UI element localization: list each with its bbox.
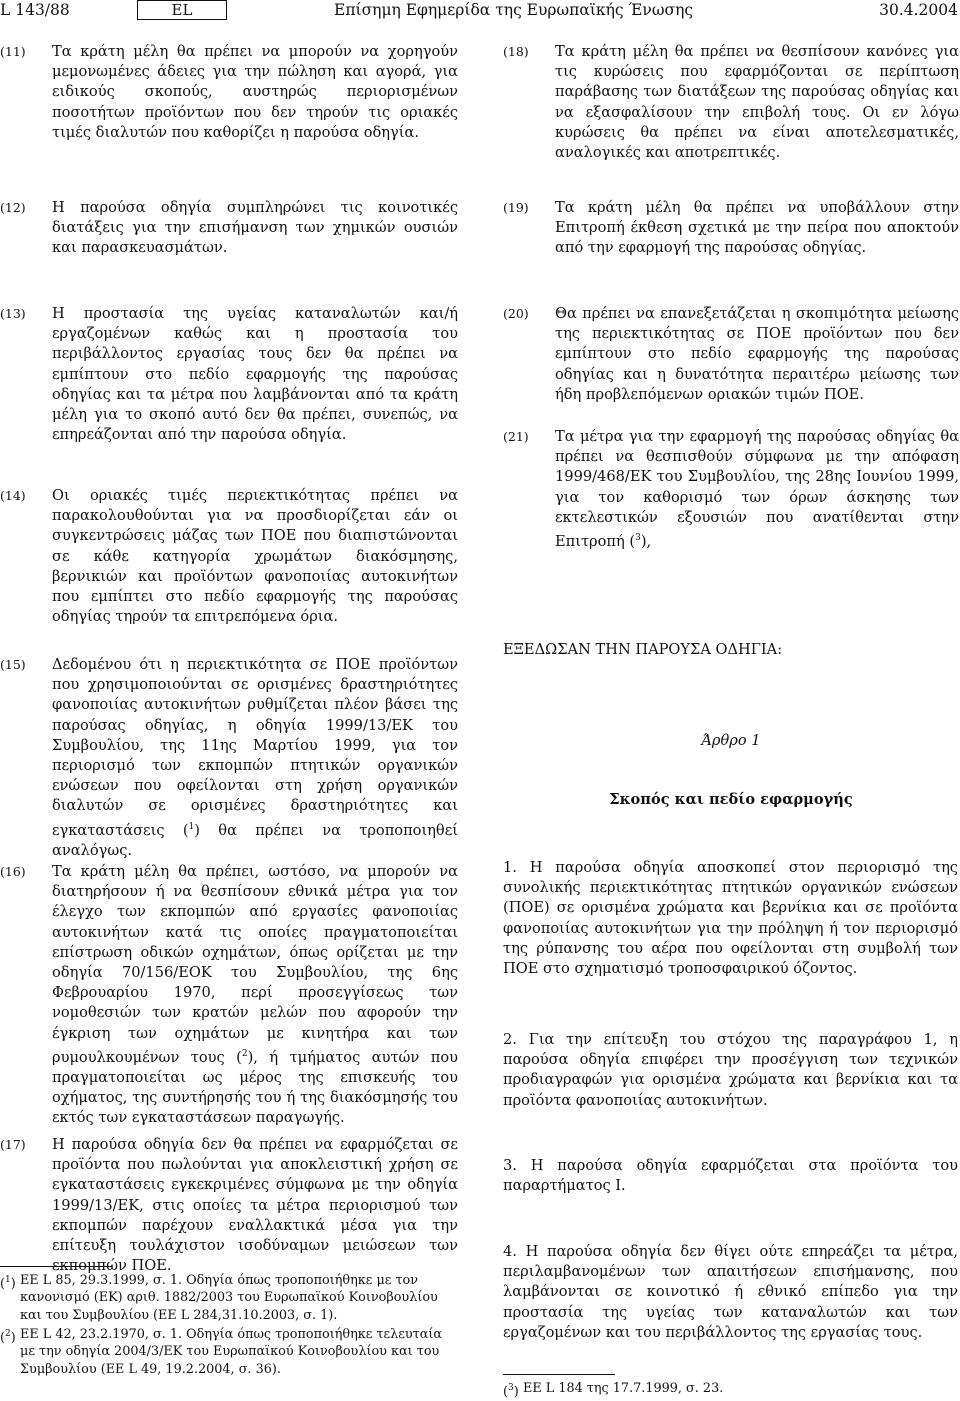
footnote-text: ΕΕ L 42, 23.2.1970, σ. 1. Οδηγία όπως τροποποιήθηκε τελευταία με την οδηγία 2004/3/ΕΚ του Ευρωπαϊκού Κοινοβουλίου και του Συμβουλίου (ΕΕ L 49, 19.2.2004, σ. 36). [20, 1327, 443, 1377]
recital-number: (20) [503, 306, 529, 321]
footnote-text: ΕΕ L 85, 29.3.1999, σ. 1. Οδηγία όπως τροποποιήθηκε με τον κανονισμό (ΕΚ) αριθ. 1882/2003 του Ευρωπαϊκού Κοινοβουλίου και του Συμβουλίου (ΕΕ L 284,31.10.2003, σ. 1). [20, 1273, 438, 1323]
issue-date: 30.4.2004 [879, 1, 958, 19]
recital-12 [0, 198, 458, 259]
recital-text: Η προστασία της υγείας καταναλωτών και/ή εργαζομένων καθώς και η προστασία του περιβάλλοντος εργασίας τους δεν θα πρέπει να εμπίπτουν στο πεδίο εφαρμογής της παρούσας οδηγίας και τα μέτρα που λαμβάνονται από τα κράτη μέλη για το σκοπό αυτό δεν θα πρέπει, συνεπώς, να επηρεάζονται από την παρούσα οδηγία. [52, 305, 458, 444]
page-header [0, 0, 960, 22]
footnote-ref: 1 [188, 821, 195, 832]
recital-number: (18) [503, 44, 529, 59]
footnote-rule [503, 1374, 615, 1375]
recital-text: Τα μέτρα για την εφαρμογή της παρούσας οδηγίας θα πρέπει να θεσπισθούν σύμφωνα με την απόφαση 1999/468/ΕΚ του Συμβουλίου, της 28ης Ιουνίου 1999, για τον καθορισμό των όρων άσκησης των εκτελεστικών εξουσιών που ανατίθενται στην Επιτροπή ($^3$), [555, 428, 959, 550]
recital-13 [0, 304, 458, 445]
recital-11 [0, 42, 458, 143]
article-paragraph-2: 2. Για την επίτευξη του στόχου της παραγράφου 1, η παρούσα οδηγία επιφέρει την προσέγγιση των τεχνικών προδιαγραφών για ορισμένα χρώματα και βερνίκια και τα προϊόντα φανοποιίας αυτοκινήτων. [503, 1031, 958, 1109]
article-label: Άρθρο 1 [701, 732, 761, 749]
article-paragraph-3: 3. Η παρούσα οδηγία εφαρμόζεται στα προϊόντα του παραρτήματος I. [503, 1157, 958, 1195]
article-paragraph-4: 4. Η παρούσα οδηγία δεν θίγει ούτε επηρεάζει τα μέτρα, περιλαμβανομένων των απαιτήσεων επισήμανσης, που λαμβάνονται σε κοινοτικό ή εθνικό επίπεδο για την προστασία της υγείας των καταναλωτών και των εργαζομένων και του περιβάλλοντος της εργασίας τους. [503, 1243, 958, 1341]
footnote-number: ($^2$) [0, 1329, 16, 1346]
recital-number: (11) [0, 44, 26, 59]
recital-number: (21) [503, 429, 529, 444]
recital-18 [503, 42, 959, 163]
recital-14 [0, 486, 458, 627]
recital-text: Τα κράτη μέλη θα πρέπει, ωστόσο, να μπορούν να διατηρήσουν ή να θεσπίσουν εθνικά μέτρα για τον έλεγχο των εκπομπών από εργασίες φανοποιίας αυτοκινήτων κατά τις οποίες πραγματοποιείται επίστρωση οδικών οχημάτων, όπως ορίζεται με την οδηγία 70/156/ΕΟΚ του Συμβουλίου, της 6ης Φεβρουαρίου 1970, περί προσεγγίσεως των νομοθεσιών των κρατών μελών που αφορούν την έγκριση των οχημάτων με κινητήρα και των ρυμουλκουμένων τους ($^2$), ή τμήματος αυτών που πραγματοποιείται ως μέρος της επισκευής του οχήματος, της συντήρησής του ή της διακόσμησής του εκτός των εγκαταστάσεων παραγωγής. [52, 863, 458, 1127]
recital-text: Οι οριακές τιμές περιεκτικότητας πρέπει να παρακολουθούνται για να προσδιορίζεται εάν οι συγκεντρώσεις μάζας των ΠΟΕ που διαπιστώνονται σε κάθε κατηγορία χρωμάτων διακόσμησης, βερνικιών και προϊόντων φανοποιίας αυτοκινήτων που εμπίπτει στο πεδίο εφαρμογής της παρούσας οδηγίας τηρούν τα επιτρεπόμενα όρια. [52, 487, 458, 626]
recital-number: (19) [503, 200, 529, 215]
recital-number: (13) [0, 306, 26, 321]
recital-20 [503, 304, 959, 405]
language-badge: EL [137, 0, 227, 20]
footnote-ref: 2 [241, 1048, 248, 1059]
recital-16 [0, 862, 458, 1129]
recital-text: Θα πρέπει να επανεξετάζεται η σκοπιμότητα μείωσης της περιεκτικότητας σε ΠΟΕ προϊόντων που δεν εμπίπτουν στο πεδίο εφαρμογής της παρούσας οδηγίας και η δυνατότητα περαιτέρω μείωσης των ήδη προβλεπόμενων οριακών τιμών ΠΟΕ. [555, 305, 959, 403]
recital-text: Η παρούσα οδηγία συμπληρώνει τις κοινοτικές διατάξεις για την επισήμανση των χημικών ουσιών και παρασκευασμάτων. [52, 199, 458, 257]
footnote-ref: 3 [635, 533, 641, 544]
recital-17 [0, 1135, 458, 1276]
footnote-number: ($^3$) [503, 1383, 519, 1400]
footnote-1 [0, 1272, 458, 1324]
recital-21 [503, 427, 959, 552]
recital-text: Τα κράτη μέλη θα πρέπει να υποβάλλουν στην Επιτροπή έκθεση σχετικά με την πείρα που αποκτούν από την εφαρμογή της παρούσας οδηγίας. [555, 199, 959, 257]
footnote-3 [503, 1380, 959, 1400]
footnote-number: ($^1$) [0, 1275, 16, 1292]
recital-number: (17) [0, 1137, 26, 1152]
footnote-2 [0, 1326, 458, 1378]
recital-number: (14) [0, 488, 26, 503]
recital-number: (15) [0, 657, 26, 672]
article-title: Σκοπός και πεδίο εφαρμογής [609, 791, 853, 808]
recital-text: Η παρούσα οδηγία δεν θα πρέπει να εφαρμόζεται σε προϊόντα που πωλούνται για αποκλειστική χρήση σε εγκαταστάσεις εγκεκριμένες σύμφωνα με την οδηγία 1999/13/ΕΚ, στις οποίες τα μέτρα περιορισμού των εκπομπών παρέχουν εναλλακτικά μέσα για την επίτευξη τουλάχιστον ισοδύναμων μειώσεων των εκπομπών ΠΟΕ. [52, 1136, 458, 1275]
adoption-statement: ΕΞΕΔΩΣΑΝ ΤΗΝ ΠΑΡΟΥΣΑ ΟΔΗΓΙΑ: [503, 641, 783, 658]
recital-text: Τα κράτη μέλη θα πρέπει να θεσπίσουν κανόνες για τις κυρώσεις που εφαρμόζονται σε περίπτωση παράβασης των διατάξεων της παρούσας οδηγίας και να εξασφαλίσουν την επιβολή τους. Οι εν λόγω κυρώσεις θα πρέπει να είναι αποτελεσματικές, αναλογικές και αποτρεπτικές. [555, 43, 959, 162]
recital-15 [0, 655, 458, 861]
recital-text: Δεδομένου ότι η περιεκτικότητα σε ΠΟΕ προϊόντων που χρησιμοποιούνται σε ορισμένες δραστηριότητες φανοποιίας αυτοκινήτων ρυθμίζεται πλέον βάσει της παρούσας οδηγίας, η οδηγία 1999/13/ΕΚ του Συμβουλίου, της 11ης Μαρτίου 1999, για τον περιορισμό των εκπομπών πτητικών οργανικών ενώσεων που οφείλονται στη χρήση οργανικών διαλυτών σε ορισμένες δραστηριότητες και εγκαταστάσεις ($^1$) θα πρέπει να τροποποιηθεί αναλόγως. [52, 656, 458, 859]
recital-number: (16) [0, 864, 26, 879]
footnote-text: ΕΕ L 184 της 17.7.1999, σ. 23. [523, 1381, 724, 1396]
article-paragraph-1: 1. Η παρούσα οδηγία αποσκοπεί στον περιορισμό της συνολικής περιεκτικότητας πτητικών οργανικών ενώσεων (ΠΟΕ) σε ορισμένα χρώματα και βερνίκια και σε προϊόντα φανοποιίας αυτοκινήτων για την πρόληψη ή τον περιορισμό της ρύπανσης του αέρα που οφείλονται στη συμβολή των ΠΟΕ στο σχηματισμό τροποσφαιρικού όζοντος. [503, 859, 958, 978]
recital-text: Τα κράτη μέλη θα πρέπει να μπορούν να χορηγούν μεμονωμένες άδειες για την πώληση και αγορά, για ειδικούς σκοπούς, αυστηρώς περιορισμένων ποσοτήτων προϊόντων που δεν τηρούν τις οριακές τιμές διαλυτών που καθορίζει η παρούσα οδηγία. [52, 43, 458, 141]
journal-title: Επίσημη Εφημερίδα της Ευρωπαϊκής Ένωσης [334, 1, 694, 19]
recital-19 [503, 198, 959, 259]
footnote-rule [0, 1266, 112, 1267]
recital-number: (12) [0, 200, 26, 215]
page-reference: L 143/88 [0, 1, 70, 19]
